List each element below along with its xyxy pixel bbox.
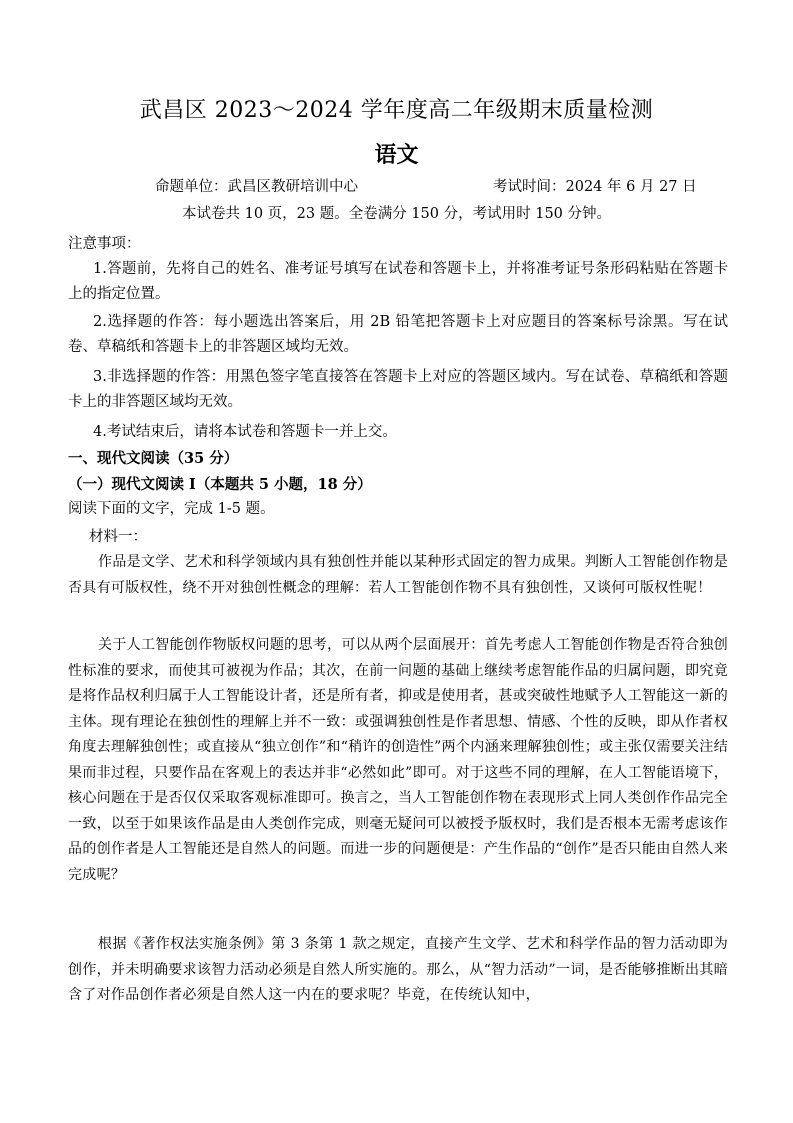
notice-item: 3.非选择题的作答：用黑色签字笔直接答在答题卡上对应的答题区域内。写在试卷、草稿纸和答题卡上的非答题区域均无效。 [68, 369, 728, 410]
section-heading: 一、现代文阅读（35 分） [68, 450, 239, 467]
notice-item: 4.考试结束后，请将本试卷和答题卡一并上交。 [93, 424, 397, 440]
reading-instruction: 阅读下面的文字，完成 1-5 题。 [68, 501, 275, 517]
issuer-info: 命题单位：武昌区教研培训中心 [155, 179, 358, 195]
subsection-heading: （一）现代文阅读 I（本题共 5 小题，18 分） [68, 476, 372, 493]
exam-summary: 本试卷共 10 页，23 题。全卷满分 150 分，考试用时 150 分钟。 [181, 206, 611, 222]
exam-title: 武昌区 2023～2024 学年度高二年级期末质量检测 [139, 98, 654, 123]
notice-item: 2.选择题的作答：每小题选出答案后，用 2B 铅笔把答题卡上对应题目的答案标号涂黑。写在试卷、草稿纸和答题卡上的非答题区域均无效。 [68, 314, 728, 355]
material-paragraph: 根据《著作权法实施条例》第 3 条第 1 款之规定，直接产生文学、艺术和科学作品的智力活动即为创作，并未明确要求该智力活动必须是自然人所实施的。那么，从“智力活动”一词，是否能够推断出其暗含了对作品创作者必须是自然人这一内在的要求呢？毕竟，在传统认知中， [68, 936, 728, 1003]
notice-item: 1.答题前，先将自己的姓名、准考证号填写在试卷和答题卡上，并将准考证号条形码粘贴在答题卡上的指定位置。 [68, 261, 728, 302]
notice-heading: 注意事项： [68, 236, 141, 252]
subject-title: 语文 [374, 142, 419, 168]
material-label: 材料一： [89, 529, 147, 545]
material-paragraph: 关于人工智能创作物版权问题的思考，可以从两个层面展开：首先考虑人工智能创作物是否符合独创性标准的要求，而使其可被视为作品；其次，在前一问题的基础上继续考虑智能作品的归属问题，即究竟是将作品权利归属于人工智能设计者，还是所有者，抑或是使用者，甚或突破性地赋予人工智能这一新的主体。现有理论在独创性的理解上并不一致：或强调独创性是作者思想、情感、个性的反映，即从作者权角度去理解独创性；或直接从“独立创作”和“稍许的创造性”两个内涵来理解独创性；或主张仅需要关注结果而非过程，只要作品在客观上的表达并非“必然如此”即可。对于这些不同的理解，在人工智能语境下，核心问题在于是否仅仅采取客观标准即可。换言之，当人工智能创作物在表现形式上同人类创作作品完全一致，以至于如果该作品是由人类创作完成，则毫无疑问可以被授予版权时，我们是否根本无需考虑该作品的创作者是人工智能还是自然人的问题。而进一步的问题便是：产生作品的“创作”是否只能由自然人来完成呢？ [68, 637, 728, 883]
exam-time-info: 考试时间：2024 年 6 月 27 日 [493, 179, 697, 195]
material-paragraph: 作品是文学、艺术和科学领域内具有独创性并能以某种形式固定的智力成果。判断人工智能创作物是否具有可版权性，绕不开对独创性概念的理解：若人工智能创作物不具有独创性，又谈何可版权性呢！ [68, 554, 728, 596]
